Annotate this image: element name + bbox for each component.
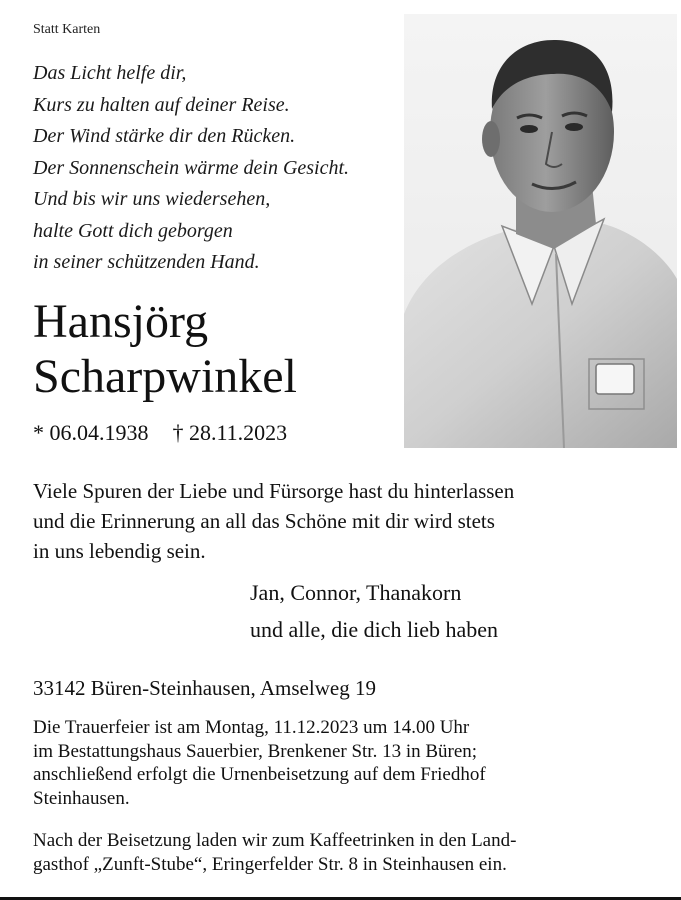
service-line: Steinhausen. — [33, 787, 130, 809]
poem-line: in seiner schützenden Hand. — [33, 251, 260, 273]
signers — [250, 574, 498, 648]
farewell-line: in uns lebendig sein. — [33, 539, 206, 563]
deceased-name — [33, 294, 297, 404]
signer-line: und alle, die dich lieb haben — [250, 617, 499, 642]
signer-line: Jan, Connor, Thanakorn — [250, 580, 462, 605]
first-name: Hansjörg — [33, 295, 209, 348]
poem-line: Der Wind stärke dir den Rücken. — [33, 125, 296, 147]
farewell-line: Viele Spuren der Liebe und Fürsorge hast du hinterlassen — [33, 479, 515, 503]
poem-line: halte Gott dich geborgen — [33, 219, 233, 242]
birth-date: * 06.04.1938 — [33, 420, 149, 445]
poem-line: Das Licht helfe dir, — [33, 62, 187, 84]
portrait-illustration — [404, 14, 677, 448]
life-dates — [33, 420, 287, 446]
service-line: im Bestattungshaus Sauerbier, Brenkener Str. 13 in Büren; — [33, 740, 478, 762]
header-note: Statt Karten — [33, 22, 101, 37]
last-name: Scharpwinkel — [33, 350, 297, 403]
reception-line: Nach der Beisetzung laden wir zum Kaffeetrinken in den Land- — [33, 830, 517, 851]
farewell-text — [33, 476, 663, 566]
poem-line: Der Sonnenschein wärme dein Gesicht. — [33, 156, 350, 179]
service-line: Die Trauerfeier ist am Montag, 11.12.2023 um 14.00 Uhr — [33, 717, 470, 738]
poem-line: Und bis wir uns wiedersehen, — [33, 188, 271, 210]
portrait-photo — [404, 14, 677, 448]
farewell-line: und die Erinnerung an all das Schöne mit dir wird stets — [33, 509, 495, 533]
service-line: anschließend erfolgt die Urnenbeisetzung auf dem Friedhof — [33, 764, 486, 785]
poem — [33, 58, 413, 279]
service-details — [33, 716, 663, 810]
reception-details — [33, 829, 663, 876]
poem-line: Kurs zu halten auf deiner Reise. — [33, 93, 290, 116]
reception-line: gasthof „Zunft-Stube“, Eringerfelder Str. 8 in Steinhausen ein. — [33, 853, 507, 875]
address: 33142 Büren-Steinhausen, Amselweg 19 — [33, 676, 376, 700]
death-date: † 28.11.2023 — [172, 420, 288, 445]
